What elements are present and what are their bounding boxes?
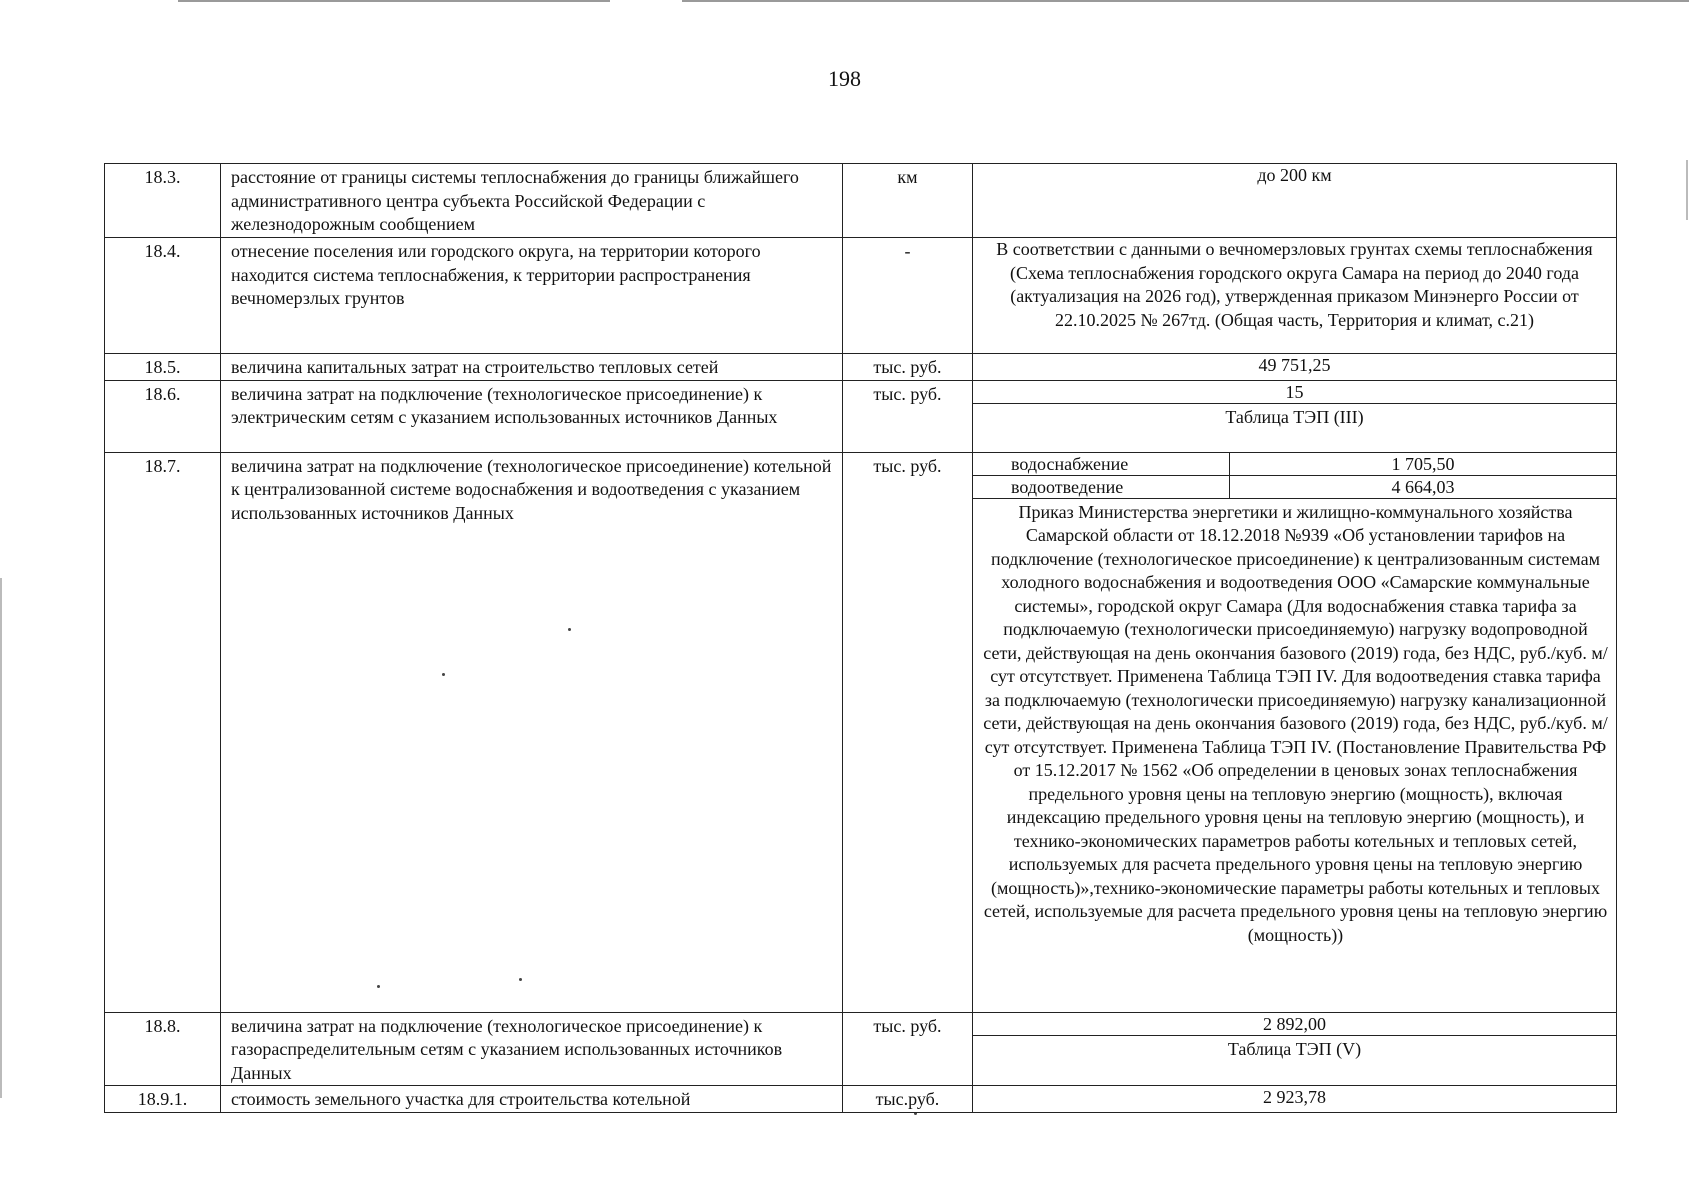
parameter-name: величина затрат на подключение (технологическое присоединение) котельной к централизованной системе водоснабжения и водоотведения с указанием использованных источников Данных <box>221 452 843 1012</box>
table-row <box>105 380 1617 452</box>
row-number: 18.3. <box>105 164 221 238</box>
parameter-name: величина затрат на подключение (технологическое присоединение) к газораспределительным сетям с указанием использованных источников Данных <box>221 1012 843 1086</box>
value-cell <box>973 1012 1617 1086</box>
row-number: 18.4. <box>105 238 221 354</box>
source: Таблица ТЭП (V) <box>1227 1038 1362 1059</box>
value: 2 923,78 <box>973 1086 1617 1113</box>
parameter-name: величина затрат на подключение (технологическое присоединение) к электрическим сетям с указанием использованных источников Данных <box>221 380 843 452</box>
value-cell <box>973 380 1617 452</box>
source: Таблица ТЭП (III) <box>1225 406 1364 427</box>
page-number: 198 <box>828 66 861 91</box>
source: Приказ Министерства энергетики и жилищно-коммунального хозяйства Самарской области от 18.12.2018 №939 «Об установлении тарифов на подключение (технологическое присоединение) к централизованным системам холодного водоснабжения и водоотведения ООО «Самарские коммунальные системы», городской округ Самара (Для водоснабжения ставка тарифа за подключаемую (технологически присоединяемую) нагрузку водопроводной сети, действующая на день окончания базового (2019) года, без НДС, руб./куб. м/сут отсутствует. Применена Таблица ТЭП IV. Для водоотведения ставка тарифа за подключаемую (технологически присоединяемую) нагрузку канализационной сети, действующая на день окончания базового (2019) года, без НДС, руб./куб. м/сут отсутствует. Применена Таблица ТЭП IV. (Постановление Правительства РФ от 15.12.2017 № 1562 «Об определении в ценовых зонах теплоснабжения предельного уровня цены на тепловую энергию (мощность), включая индексацию предельного уровня цены на тепловую энергию (мощность), и технико-экономических параметров работы котельных и тепловых сетей, используемых для расчета предельного уровня цены на тепловую энергию (мощность)»,технико-экономические параметры работы котельных и тепловых сетей, используемые для расчета предельного уровня цены на тепловую энергию (мощность)) <box>983 501 1608 945</box>
unit: - <box>843 238 973 354</box>
subtable-row <box>973 453 1616 476</box>
scan-edge-line-left <box>178 0 610 2</box>
water-costs-subtable <box>973 453 1616 499</box>
row-number: 18.6. <box>105 380 221 452</box>
scan-edge-mark-left <box>0 578 2 1098</box>
table-row <box>105 452 1617 1012</box>
unit: тыс. руб. <box>843 1012 973 1086</box>
value: 2 892,00 <box>973 1013 1616 1036</box>
sub-label: водоотведение <box>973 475 1230 498</box>
row-number: 18.5. <box>105 354 221 381</box>
value-cell <box>973 452 1617 1012</box>
table-row <box>105 238 1617 354</box>
scan-edge-line-right <box>682 0 1689 2</box>
value: В соответствии с данными о вечномерзловых грунтах схемы теплоснабжения (Схема теплоснабжения городского округа Самара на период до 2040 года (актуализация на 2026 год), утвержденная приказом Минэнерго России от 22.10.2025 № 267тд. (Общая часть, Территория и климат, с.21) <box>973 238 1617 354</box>
parameters-table <box>104 163 1617 1113</box>
unit: тыс. руб. <box>843 452 973 1012</box>
unit: тыс. руб. <box>843 380 973 452</box>
parameter-name: величина капитальных затрат на строительство тепловых сетей <box>221 354 843 381</box>
scan-edge-mark-right <box>1686 160 1688 220</box>
row-number: 18.7. <box>105 452 221 1012</box>
value: до 200 км <box>973 164 1617 238</box>
unit: км <box>843 164 973 238</box>
row-number: 18.9.1. <box>105 1086 221 1113</box>
row-number: 18.8. <box>105 1012 221 1086</box>
sub-value: 4 664,03 <box>1230 475 1617 498</box>
sub-label: водоснабжение <box>973 453 1230 476</box>
table-row <box>105 164 1617 238</box>
sub-value: 1 705,50 <box>1230 453 1617 476</box>
table-row <box>105 354 1617 381</box>
unit: тыс. руб. <box>843 354 973 381</box>
parameter-name: расстояние от границы системы теплоснабжения до границы ближайшего административного центра субъекта Российской Федерации с железнодорожным сообщением <box>221 164 843 238</box>
table-row <box>105 1012 1617 1086</box>
value: 15 <box>973 381 1616 404</box>
parameter-name: стоимость земельного участка для строительства котельной <box>221 1086 843 1113</box>
parameter-name: отнесение поселения или городского округа, на территории которого находится система теплоснабжения, к территории распространения вечномерзлых грунтов <box>221 238 843 354</box>
table-row <box>105 1086 1617 1113</box>
unit: тыс.руб. <box>843 1086 973 1113</box>
subtable-row <box>973 475 1616 498</box>
value: 49 751,25 <box>973 354 1617 381</box>
